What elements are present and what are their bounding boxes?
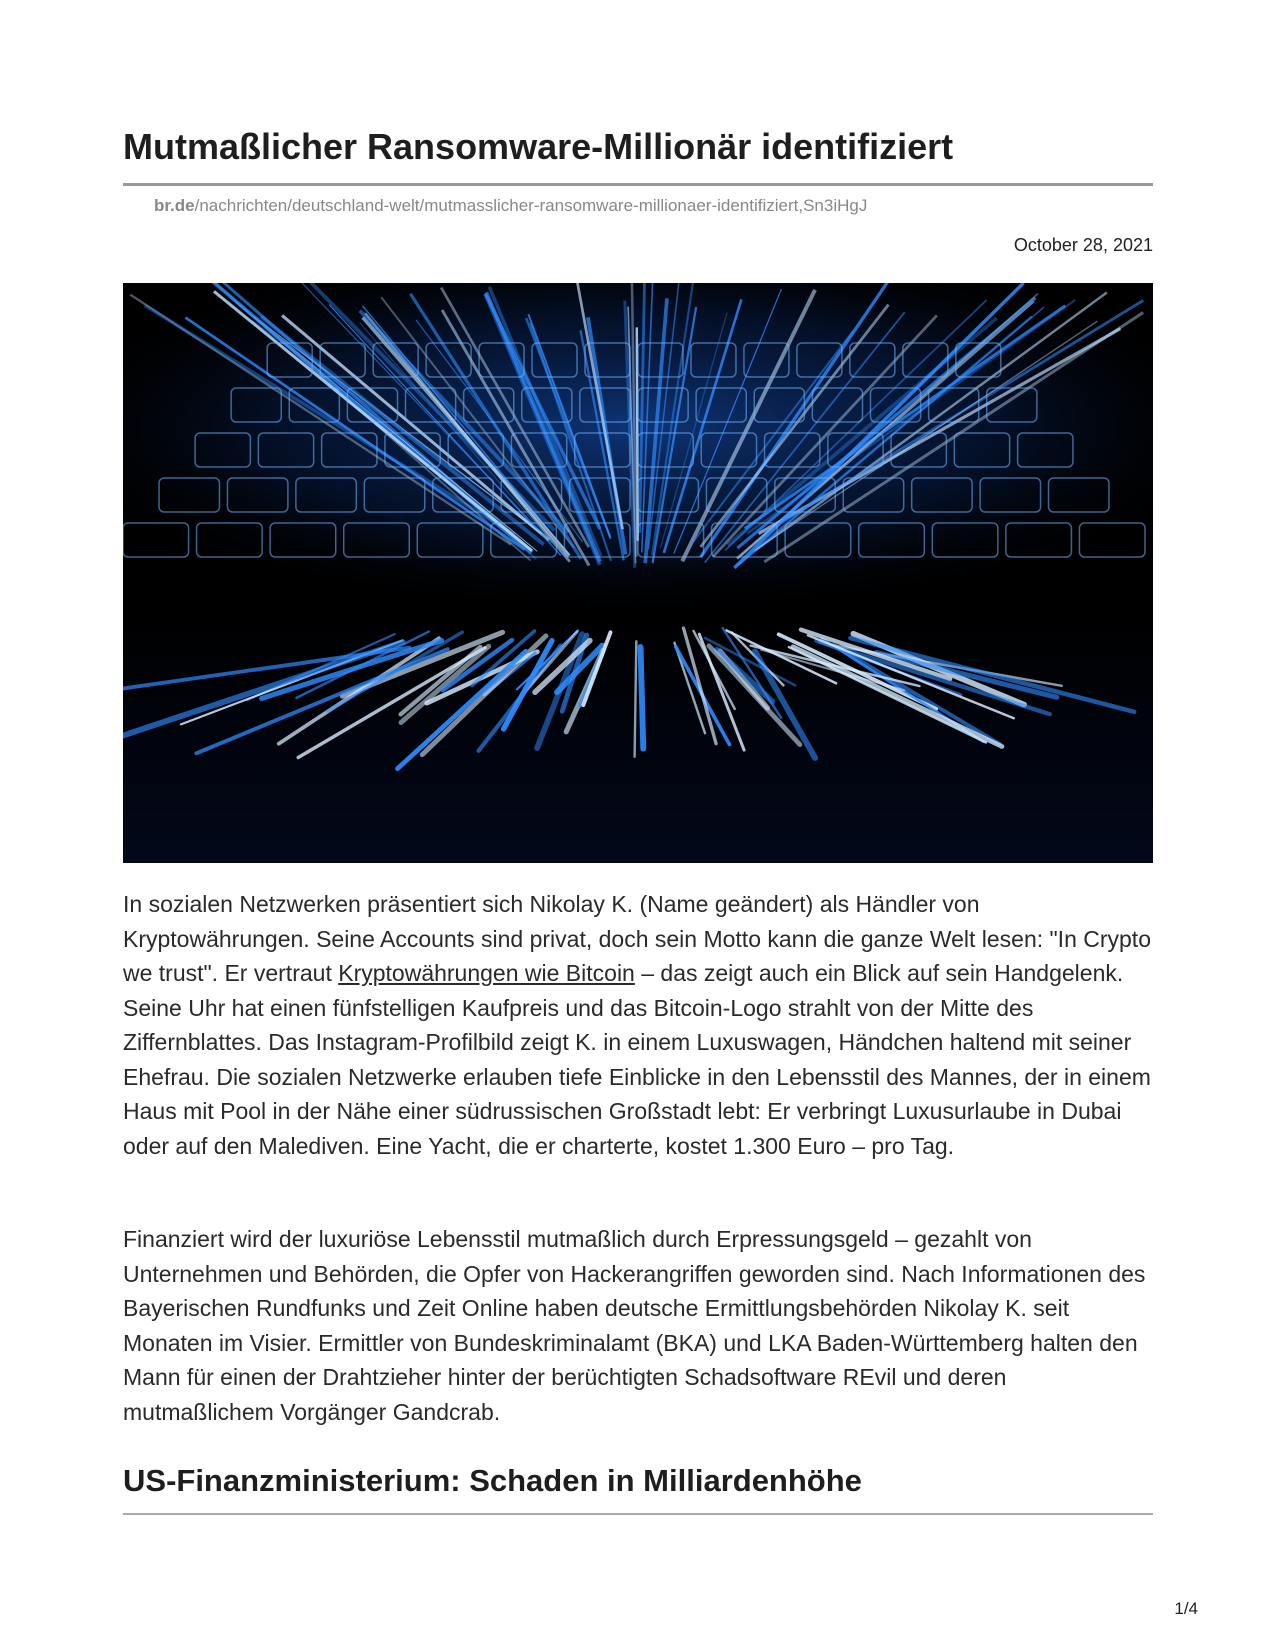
source-url[interactable]	[154, 196, 867, 216]
bitcoin-article-link[interactable]: Kryptowährungen wie Bitcoin	[338, 960, 635, 986]
paragraph-1	[123, 887, 1158, 1163]
paragraph-1-text-a: In sozialen Netzwerken präsentiert sich Nikolay K. (Name geändert) als Händler von Kryptowährungen. Seine Accounts sind privat, doch sein Motto kann die ganze Welt lesen: "In Crypto we trust". Er vertraut	[123, 891, 1151, 986]
title-divider	[123, 183, 1153, 186]
hero-image-glowing-keyboard	[123, 283, 1153, 863]
source-path: /nachrichten/deutschland-welt/mutmasslicher-ransomware-millionaer-identifiziert,Sn3iHgJ	[194, 196, 868, 215]
keyboard-light-streaks-graphic	[123, 283, 1153, 863]
article-date: October 28, 2021	[1013, 235, 1153, 255]
paragraph-1-text-b: – das zeigt auch ein Blick auf sein Handgelenk. Seine Uhr hat einen fünfstelligen Kaufpreis und das Bitcoin-Logo strahlt von der Mitte des Ziffernblattes. Das Instagram-Profilbild zeigt K. in einem Luxuswagen, Händchen haltend mit seiner Ehefrau. Die sozialen Netzwerke erlauben tiefe Einblicke in den Lebensstil des Mannes, der in einem Haus mit Pool in der Nähe einer südrussischen Großstadt lebt: Er verbringt Luxusurlaube in Dubai oder auf den Malediven. Eine Yacht, die er charterte, kostet 1.300 Euro – pro Tag.	[123, 960, 1151, 1159]
section-heading: US-Finanzministerium: Schaden in Milliardenhöhe	[123, 1463, 862, 1498]
section-divider	[123, 1513, 1153, 1515]
source-domain: br.de	[154, 196, 195, 215]
paragraph-2: Finanziert wird der luxuriöse Lebensstil mutmaßlich durch Erpressungsgeld – gezahlt von Unternehmen und Behörden, die Opfer von Hackerangriffen geworden sind. Nach Informationen des Bayerischen Rundfunks und Zeit Online haben deutsche Ermittlungsbehörden Nikolay K. seit Monaten im Visier. Ermittler von Bundeskriminalamt (BKA) und LKA Baden-Württemberg halten den Mann für einen der Drahtzieher hinter der berüchtigten Schadsoftware REvil und deren mutmaßlichem Vorgänger Gandcrab.	[123, 1226, 1146, 1425]
article-title: Mutmaßlicher Ransomware-Millionär identifiziert	[123, 126, 954, 167]
page-number: 1/4	[1174, 1599, 1198, 1618]
